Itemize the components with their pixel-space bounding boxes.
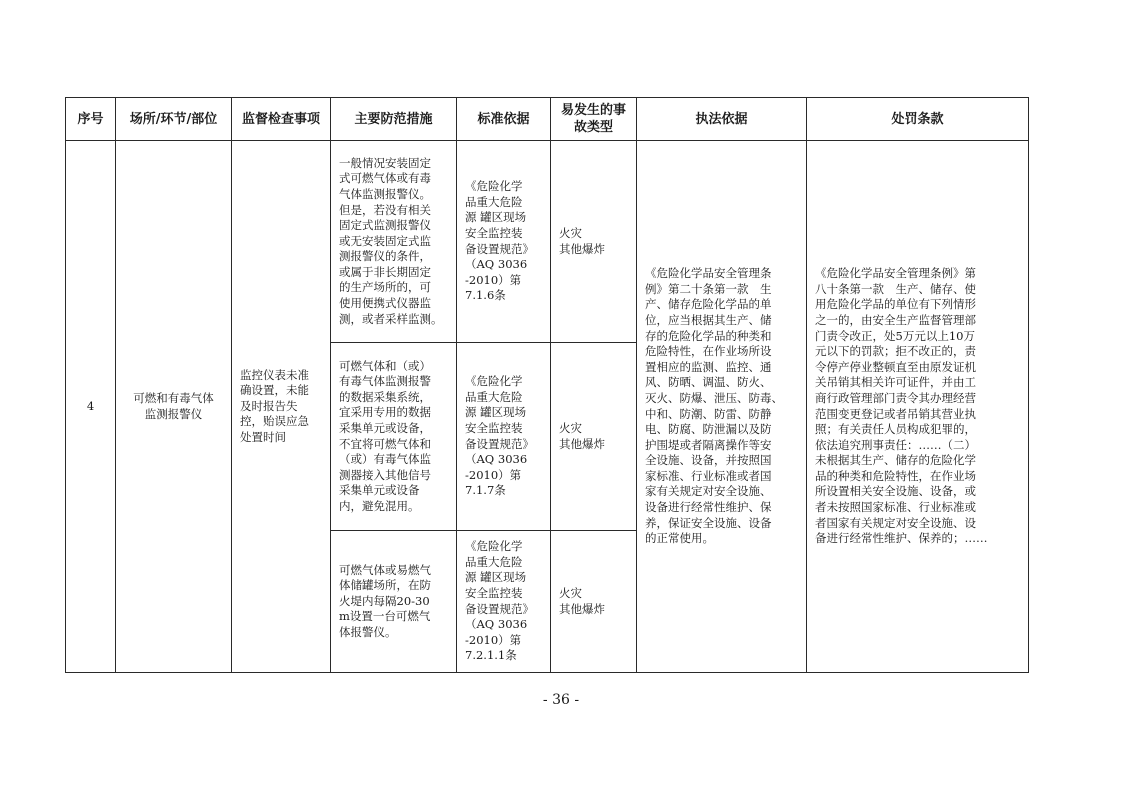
header-accident-type: 易发生的事 故类型 [551,98,637,141]
row-serial-number: 4 [66,141,116,673]
header-serial-number: 序号 [66,98,116,141]
measures-cell: 可燃气体或易燃气 体储罐场所，在防 火堤内每隔20-30 m设置一台可燃气 体报警仪。 [331,531,457,673]
row-inspection-item: 监控仪表未准 确设置，未能 及时报告失 控，贻误应急 处置时间 [232,141,331,673]
header-location: 场所/环节/部位 [116,98,232,141]
header-row [66,98,1029,141]
accident-type-cell: 火灾 其他爆炸 [551,343,637,531]
table-row [66,141,1029,343]
measures-cell: 一般情况安装固定 式可燃气体或有毒 气体监测报警仪。 但是，若没有相关 固定式监测报警仪 或无安装固定式监 测报警仪的条件， 或属于非长期固定 的生产场所的，可 使用便携式仪器监 测，或者采样监测。 [331,141,457,343]
row-penalty: 《危险化学品安全管理条例》第 八十条第一款 生产、储存、使 用危险化学品的单位有下列情形 之一的，由安全生产监督管理部 门责令改正，处5万元以上10万 元以下的罚款；拒不改正的，责 令停产停业整顿直至由原发证机 关吊销其相关许可证件，并由工 商行政管理部门责令其办理经营 范围变更登记或者吊销其营业执 照；有关责任人员构成犯罪的， 依法追究刑事责任：……（二） 未根据其生产、储存的危险化学 品的种类和危险特性，在作业场 所设置相关安全设施、设备，或 者未按照国家标准、行业标准或 者国家有关规定对安全设施、设 备进行经常性维护、保养的；…… [807,141,1029,673]
row-location: 可燃和有毒气体 监测报警仪 [116,141,232,673]
header-penalty: 处罚条款 [807,98,1029,141]
page-number: - 36 - [542,692,580,708]
accident-type-cell: 火灾 其他爆炸 [551,141,637,343]
inspection-table [65,97,1029,673]
header-law-basis: 执法依据 [637,98,807,141]
header-standard: 标准依据 [457,98,551,141]
standard-cell: 《危险化学 品重大危险 源 罐区现场 安全监控装 备设置规范》 （AQ 3036 -2010）第 7.1.6条 [457,141,551,343]
header-measures: 主要防范措施 [331,98,457,141]
measures-cell: 可燃气体和（或） 有毒气体监测报警 的数据采集系统， 宜采用专用的数据 采集单元或设备， 不宜将可燃气体和 （或）有毒气体监 测器接入其他信号 采集单元或设备 内，避免混用。 [331,343,457,531]
accident-type-cell: 火灾 其他爆炸 [551,531,637,673]
standard-cell: 《危险化学 品重大危险 源 罐区现场 安全监控装 备设置规范》 （AQ 3036 -2010）第 7.2.1.1条 [457,531,551,673]
standard-cell: 《危险化学 品重大危险 源 罐区现场 安全监控装 备设置规范》 （AQ 3036 -2010）第 7.1.7条 [457,343,551,531]
header-inspection-item: 监督检查事项 [232,98,331,141]
row-law-basis: 《危险化学品安全管理条 例》第二十条第一款 生 产、储存危险化学品的单 位，应当根据其生产、储 存的危险化学品的种类和 危险特性，在作业场所设 置相应的监测、监控、通 风、防晒、调温、防火、 灭火、防爆、泄压、防毒、 中和、防潮、防雷、防静 电、防腐、防泄漏以及防 护围堤或者隔离操作等安 全设施、设备，并按照国 家标准、行业标准或者国 家有关规定对安全设施、 设备进行经常性维护、保 养，保证安全设施、设备 的正常使用。 [637,141,807,673]
